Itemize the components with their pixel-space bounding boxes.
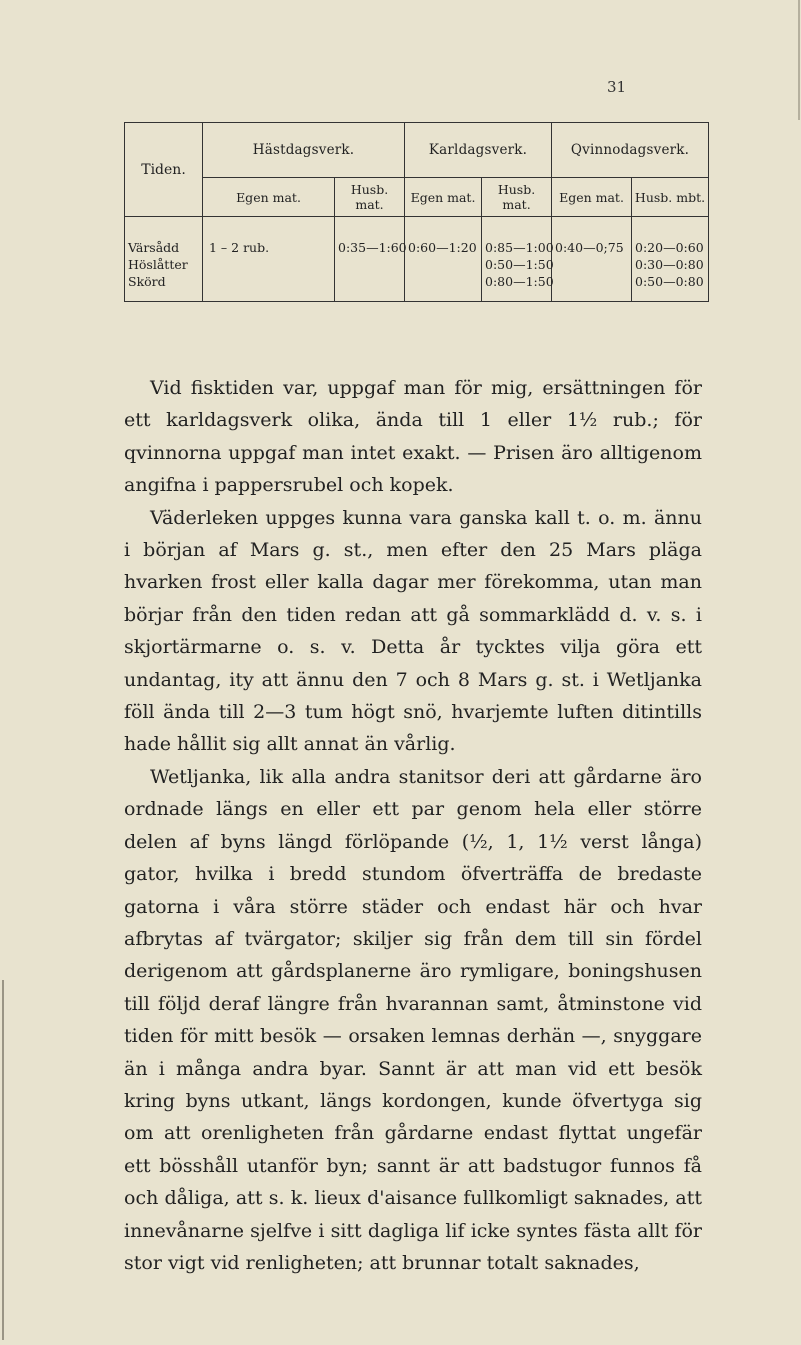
paragraph: Wetljanka, lik alla andra stanitsor deri att gårdarne äro ordnade längs en eller ett par genom hela eller större delen af byns längd förlöpande (½, 1, 1½ verst långa) gator, hvilka i bredd stundom öfverträffa de bredaste gatorna i våra större städer och endast här och hvar afbrytas af tvärgator; skiljer sig från dem till sin fördel derigenom att gårdsplanerne äro rymligare, boningshusen till följd deraf längre från hvarannan samt, åtminstone vid tiden för mitt besök — orsaken lemnas derhän —, snyggare än i många andra byar. Sannt är att man vid ett besök kring byns utkant, längs kordongen, kunde öfvertyga sig om att orenligheten från gårdarne endast flyttat ungefär ett bösshåll utanför byn; sannt är att badstugor funnos få och dåliga, att s. k. lieux d'aisance fullkomligt saknades, att innevånarne sjelfve i sitt dagliga lif icke syntes fästa allt för stor vigt vid renligheten; att brunnar totalt saknades, [124, 765, 702, 1274]
subheader-cell: Husb. mbt. [632, 178, 709, 217]
table-cell [335, 217, 405, 302]
table-cell [552, 217, 632, 302]
subheader-cell: Husb. mat. [335, 178, 405, 217]
cell-value: 0:80—1:50 [485, 274, 554, 289]
subheader-cell: Egen mat. [405, 178, 482, 217]
cell-value: 0:50—0:80 [635, 274, 704, 289]
paragraph: Väderleken uppges kunna vara ganska kall t. o. m. ännu i början af Mars g. st., men efter den 25 Mars pläga hvarken frost eller kalla dagar mer förekomma, utan man börjar från den tiden redan att gå sommarklädd d. v. s. i skjortärmarne o. s. v. Detta år tycktes vilja göra ett undantag, ity att ännu den 7 och 8 Mars g. st. i Wetljanka föll ända till 2—3 tum högt snö, hvarjemte luften ditintills hade hållit sig allt annat än vårlig. [124, 506, 702, 756]
tiden-header: Tiden. [125, 123, 203, 217]
season-labels-cell [125, 217, 203, 302]
page-edge-line [798, 0, 800, 120]
season-label: Skörd [128, 274, 166, 289]
paragraph: Vid fisktiden var, uppgaf man för mig, ersättningen för ett karldagsverk olika, ända till 1 eller 1½ rub.; för qvinnorna uppgaf man intet exakt. — Prisen äro alltigenom angifna i pappersrubel och kopek. [124, 377, 702, 497]
body-text [124, 372, 702, 1279]
wage-table [124, 122, 709, 302]
cell-value: 0:85—1:00 [485, 240, 554, 255]
table-cell [203, 217, 335, 302]
scan-margin-line [2, 980, 4, 1340]
table-cell [405, 217, 482, 302]
table-cell [482, 217, 552, 302]
group-qvinnodagsverk: Qvinnodagsverk. [552, 123, 709, 178]
season-label: Värsådd [128, 240, 180, 255]
cell-value: 0:50—1:50 [485, 257, 554, 272]
cell-value: 0:20—0:60 [635, 240, 704, 255]
group-hastdagsverk: Hästdagsverk. [203, 123, 405, 178]
subheader-cell: Egen mat. [203, 178, 335, 217]
group-karldagsverk: Karldagsverk. [405, 123, 552, 178]
cell-value: 0:60—1:20 [408, 240, 477, 255]
season-label: Höslåtter [128, 257, 188, 272]
cell-value: 1 – 2 rub. [209, 240, 270, 255]
table-cell [632, 217, 709, 302]
subheader-cell: Egen mat. [552, 178, 632, 217]
cell-value: 0:35—1:60 [338, 240, 407, 255]
subheader-cell: Husb. mat. [482, 178, 552, 217]
cell-value: 0:30—0:80 [635, 257, 704, 272]
page-number: 31 [607, 78, 627, 96]
cell-value: 0:40—0;75 [555, 240, 624, 255]
